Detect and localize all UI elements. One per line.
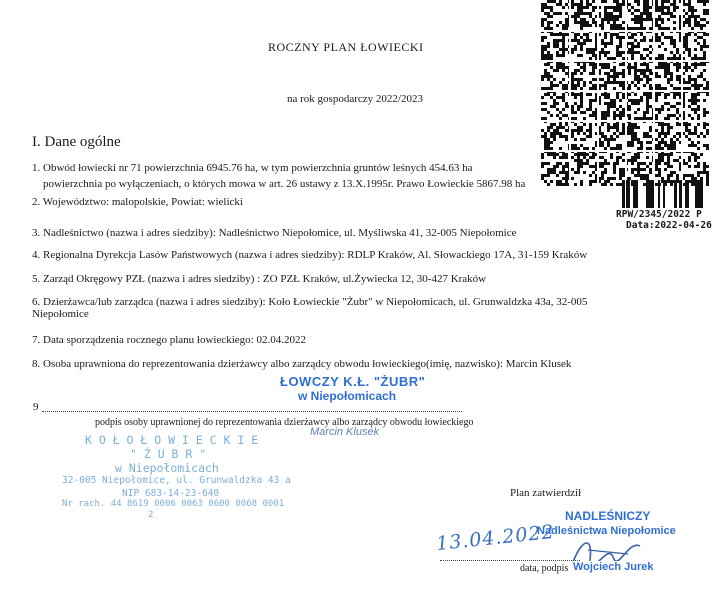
registration-date: Data:2022-04-26 [626,220,712,231]
item-2: 2. Województwo: malopolskie, Powiat: wielicki [32,196,243,208]
approval-caption: data, podpis [520,563,569,574]
item-1-line2: powierzchnia po wyłączeniach, o których mowa w art. 26 ustawy z 13.X.1995r. Prawo Łowieckie 5867.98 ha [43,178,526,190]
item-1-line1: 1. Obwód łowiecki nr 71 powierzchnia 6945.76 ha, w tym powierzchnia gruntów leśnych 454.63 ha [32,162,473,174]
stamp-lowczy-place: w Niepołomicach [298,389,397,403]
stamp-kolo-number: 2 [148,510,154,520]
handwritten-date: 13.04.2022 [435,520,556,556]
stamp-kolo-account: Nr rach. 44 8619 0006 0063 0600 0068 0001 [62,499,285,509]
qr-code [541,0,711,186]
item-3: 3. Nadleśnictwo (nazwa i adres siedziby): Nadleśnictwo Niepołomice, ul. Myśliwska 41, 32-005 Niepołomice [32,227,517,239]
stamp-kolo-nip: NIP 683-14-23-640 [122,488,220,499]
signature-caption: podpis osoby uprawnionej do reprezentowania dzierżawcy albo zarządcy obwodu łowieckiego [95,417,474,428]
item-5: 5. Zarząd Okręgowy PZŁ (nazwa i adres siedziby) : ZO PZŁ Kraków, ul.Żywiecka 12, 30-427 Kraków [32,273,487,285]
stamp-kolo-line2: " Ż U B R " [130,447,207,461]
item-7: 7. Data sporządzenia rocznego planu łowieckiego: 02.04.2022 [32,334,306,346]
item-9-number: 9 [33,401,39,413]
stamp-nadlesniczy-title: NADLEŚNICZY [565,509,651,523]
fiscal-year: na rok gospodarczy 2022/2023 [287,93,423,105]
barcode [620,180,710,208]
stamp-lowczy-name: Marcin Klusek [310,426,380,438]
item-8: 8. Osoba uprawniona do reprezentowania dzierżawcy albo zarządcy obwodu łowieckiego(imię, nazwisko): Marcin Klusek [32,358,572,370]
stamp-nadlesniczy-unit: Nadleśnictwa Niepołomice [537,525,676,537]
item-6-line1: 6. Dzierżawca/lub zarządca (nazwa i adres siedziby): Koło Łowieckie "Żubr" w Niepołomicach, ul. Grunwaldzka 43a, 32-005 [32,296,588,308]
approval-line [440,560,580,561]
item-6-line2: Niepołomice [32,308,89,320]
section-heading: I. Dane ogólne [32,134,121,150]
stamp-kolo-line3: w Niepołomicach [115,461,219,475]
signature-line [42,411,462,412]
stamp-lowczy-title: ŁOWCZY K.Ł. "ŻUBR" [280,374,426,389]
approved-label: Plan zatwierdził [510,487,582,499]
item-4: 4. Regionalna Dyrekcja Lasów Państwowych (nazwa i adres siedziby): RDLP Kraków, Al. Słowackiego 17A, 31-159 Kraków [32,249,588,261]
registration-number: RPW/2345/2022 P [616,209,702,220]
stamp-kolo-address: 32-005 Niepołomice, ul. Grunwaldzka 43 a [62,475,291,486]
document-title: ROCZNY PLAN ŁOWIECKI [268,40,424,54]
stamp-nadlesniczy-name: Wojciech Jurek [573,561,654,573]
stamp-kolo-line1: K O Ł O Ł O W I E C K I E [85,433,259,447]
